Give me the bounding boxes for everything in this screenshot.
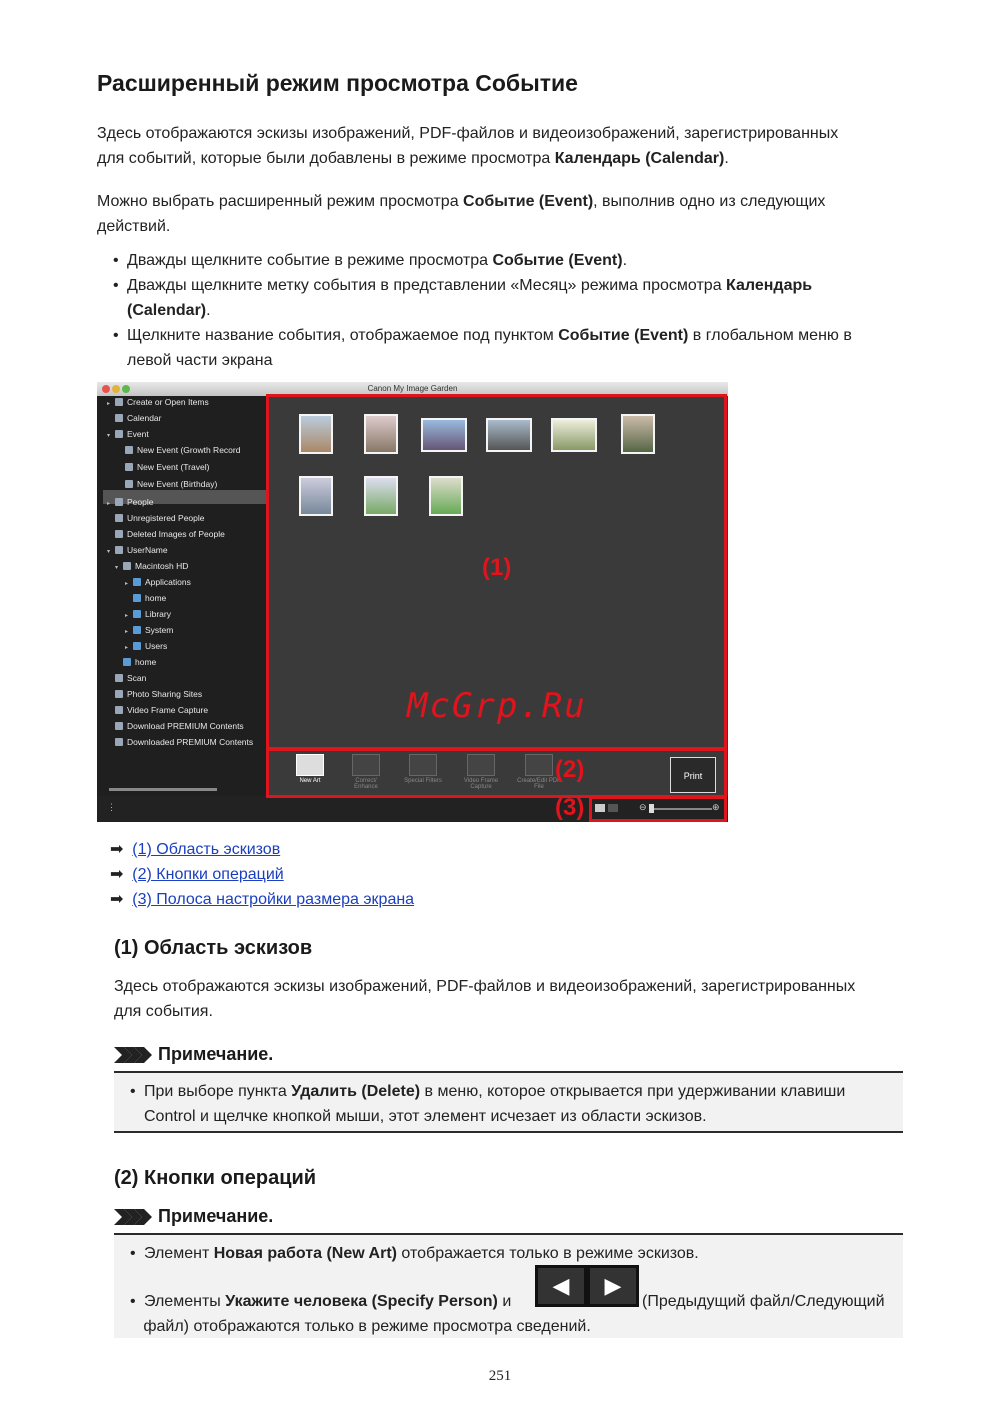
section-2-heading: (2) Кнопки операций [114, 1167, 317, 1189]
link-display-size-bar[interactable]: (3) Полоса настройки размера экрана [132, 891, 415, 908]
event-icon [125, 480, 133, 488]
folder-icon [133, 610, 141, 618]
scan-icon [115, 674, 123, 682]
print-button[interactable]: Print [670, 757, 716, 793]
bullet-item: • Дважды щелкните событие в режиме просмотра Событие (Event). [113, 252, 628, 269]
watermark-text: McGrp.Ru [407, 686, 587, 726]
area-3-label: (3) [555, 794, 585, 821]
folder-icon [115, 738, 123, 746]
correct-enhance-button[interactable]: Correct/ Enhance [343, 754, 389, 790]
area-2-label: (2) [555, 756, 585, 783]
sidebar-item-downloaded-premium[interactable]: Downloaded PREMIUM Contents [107, 736, 253, 749]
sidebar-item-applications[interactable]: ▸ Applications [125, 577, 191, 587]
person-icon [115, 530, 123, 538]
sidebar [97, 396, 268, 796]
note-icon [114, 1209, 152, 1225]
prev-next-buttons [535, 1265, 639, 1307]
new-art-button[interactable]: New Art [287, 754, 333, 784]
window-title: Canon My Image Garden [367, 384, 458, 393]
sidebar-item-people[interactable]: ▸ People [107, 497, 154, 507]
arrow-right-icon: ➡ [110, 841, 124, 858]
person-icon [115, 514, 123, 522]
intro-line-1: Здесь отображаются эскизы изображений, PDF-файлов и видеоизображений, зарегистрированных [97, 125, 839, 142]
share-icon [115, 690, 123, 698]
previous-file-button[interactable] [536, 1266, 586, 1306]
sidebar-item-username[interactable]: ▾ UserName [107, 545, 168, 555]
sidebar-item-users[interactable]: ▸ Users [125, 641, 168, 651]
section-1-line-2: для события. [114, 1003, 213, 1020]
sidebar-item-video-frame[interactable]: Video Frame Capture [107, 704, 208, 717]
page-title: Расширенный режим просмотра Событие [97, 70, 578, 96]
event-icon [115, 430, 123, 438]
zoom-out-icon[interactable]: ⊖ [639, 802, 647, 812]
sidebar-item-event-growth[interactable]: New Event (Growth Record [117, 444, 240, 457]
section-1-heading: (1) Область эскизов [114, 937, 313, 959]
sidebar-item-library[interactable]: ▸ Library [125, 609, 171, 619]
sidebar-item-download-premium[interactable]: Download PREMIUM Contents [107, 720, 244, 733]
event-icon [125, 446, 133, 454]
link-operation-buttons[interactable]: (2) Кнопки операций [132, 866, 284, 883]
note-box-2 [114, 1233, 903, 1338]
computer-icon [115, 546, 123, 554]
special-filters-button[interactable]: Special Filters [400, 754, 446, 784]
download-icon [115, 722, 123, 730]
link-item [110, 862, 414, 887]
intro-line-2: для событий, которые были добавлены в режиме просмотра Календарь (Calendar). [97, 150, 729, 167]
page-number: 251 [488, 1368, 512, 1384]
sidebar-item-create[interactable]: ▸ Create or Open Items [107, 397, 209, 407]
sidebar-item-macintosh-hd[interactable]: ▾ Macintosh HD [115, 561, 189, 571]
link-item [110, 837, 414, 862]
folder-icon [133, 594, 141, 602]
area-2-frame [266, 748, 727, 798]
link-thumbnail-area[interactable]: (1) Область эскизов [132, 841, 281, 858]
sidebar-item-system[interactable]: ▸ System [125, 625, 174, 635]
note-bullet-tail: (Предыдущий файл/Следующий [642, 1293, 885, 1310]
calendar-icon [115, 414, 123, 422]
sidebar-item-calendar[interactable]: Calendar [107, 412, 162, 425]
area-1-label: (1) [482, 554, 512, 581]
intro-paragraph-1 [97, 121, 917, 171]
sidebar-item-event[interactable]: ▾ Event [107, 429, 149, 439]
sidebar-item-photo-sharing[interactable]: Photo Sharing Sites [107, 688, 202, 701]
sidebar-scrollbar[interactable] [109, 788, 217, 791]
folder-icon [133, 578, 141, 586]
link-item [110, 887, 414, 912]
section-1-text [114, 974, 914, 1024]
sidebar-item-unregistered-people[interactable]: Unregistered People [107, 512, 205, 525]
sidebar-item-home[interactable]: home [125, 592, 166, 605]
note-bullet: • Элементы Укажите человека (Specify Person) и файл) отображаются только в режиме просмотра сведений. [130, 1293, 591, 1335]
intro2-line-2: действий. [97, 218, 171, 235]
arrow-right-icon: ▶ [604, 1273, 622, 1298]
create-edit-pdf-button[interactable]: Create/Edit PDF File [516, 754, 562, 790]
intro-paragraph-2 [97, 189, 917, 239]
create-icon [115, 398, 123, 406]
note-box-1 [114, 1071, 903, 1133]
area-3-frame [589, 796, 727, 822]
arrow-left-icon: ◀ [552, 1273, 570, 1298]
sidebar-item-scan[interactable]: Scan [107, 672, 146, 685]
note-heading-2: Примечание. [114, 1206, 273, 1227]
event-icon [125, 463, 133, 471]
person-icon [115, 498, 123, 506]
sidebar-item-event-birthday[interactable]: New Event (Birthday) [117, 478, 217, 491]
bullet-item: • Дважды щелкните метку события в представлении «Месяц» режима просмотра Календарь (Calendar). [113, 277, 813, 319]
note-heading-1: Примечание. [114, 1044, 273, 1065]
video-frame-capture-button[interactable]: Video Frame Capture [458, 754, 504, 790]
section-1-line-1: Здесь отображаются эскизы изображений, PDF-файлов и видеоизображений, зарегистрированных [114, 978, 856, 995]
sidebar-item-event-travel[interactable]: New Event (Travel) [117, 461, 209, 474]
folder-icon [133, 626, 141, 634]
note-bullet: • Элемент Новая работа (New Art) отображается только в режиме эскизов. [130, 1245, 699, 1262]
intro2-line-1: Можно выбрать расширенный режим просмотра Событие (Event), выполнив одно из следующих [97, 193, 826, 210]
bullet-item: • Щелкните название события, отображаемое под пунктом Событие (Event) в глобальном меню в левой части экрана [113, 327, 852, 369]
next-file-button[interactable] [588, 1266, 638, 1306]
video-icon [115, 706, 123, 714]
home-icon [123, 658, 131, 666]
link-list [110, 837, 414, 912]
arrow-right-icon: ➡ [110, 866, 124, 883]
note-bullet: • При выборе пункта Удалить (Delete) в меню, которое открывается при удерживании клавиши Control и щелчке кнопкой мыши, этот элемент исчезает из области эскизов. [130, 1083, 846, 1125]
sidebar-item-deleted-images[interactable]: Deleted Images of People [107, 528, 225, 541]
sidebar-item-home-2[interactable]: home [115, 656, 156, 669]
more-options-icon[interactable]: ⋮ [107, 802, 116, 812]
folder-icon [133, 642, 141, 650]
arrow-right-icon: ➡ [110, 891, 124, 908]
note-icon [114, 1047, 152, 1063]
zoom-in-icon[interactable]: ⊕ [712, 802, 720, 812]
disk-icon [123, 562, 131, 570]
app-screenshot [97, 382, 728, 822]
